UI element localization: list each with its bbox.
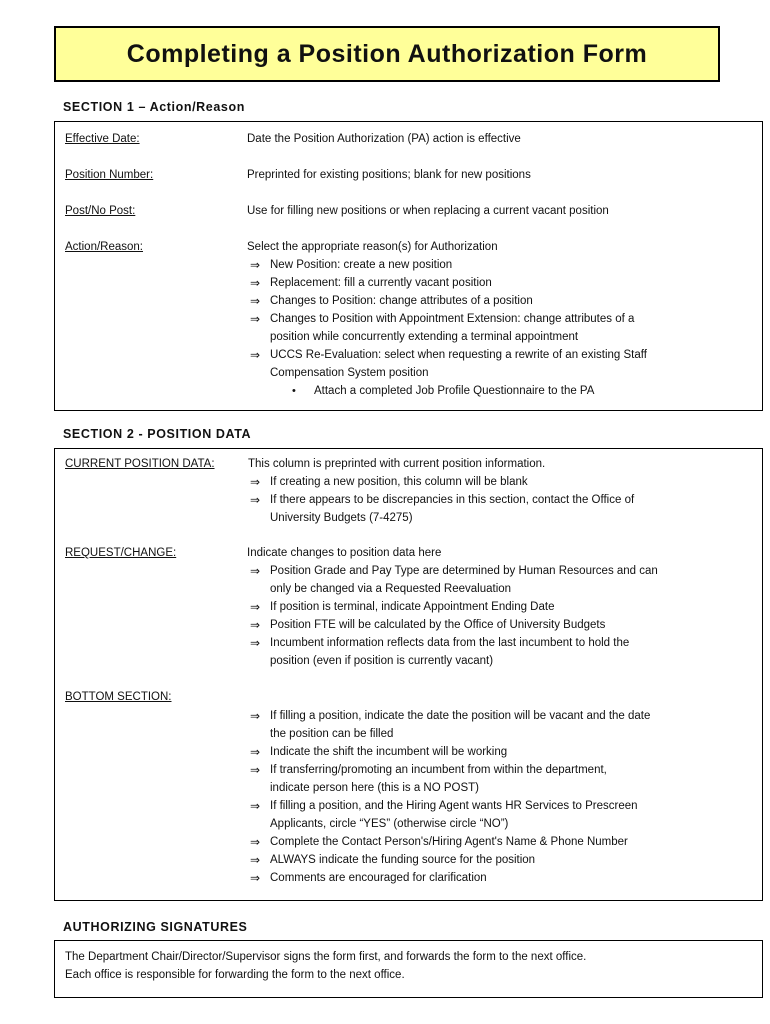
arrow-icon: ⇒ bbox=[249, 475, 261, 489]
section1-desc: Preprinted for existing positions; blank for new positions bbox=[247, 169, 531, 181]
request-item: Incumbent information reflects data from the last incumbent to hold the bbox=[270, 637, 630, 649]
arrow-icon: ⇒ bbox=[249, 709, 261, 723]
bottom-item: Comments are encouraged for clarification bbox=[270, 872, 487, 884]
bottom-item: Applicants, circle “YES” (otherwise circle “NO”) bbox=[270, 818, 509, 830]
bottom-item: ALWAYS indicate the funding source for the position bbox=[270, 854, 536, 866]
sub-bullet-item: Attach a completed Job Profile Questionnaire to the PA bbox=[314, 385, 595, 397]
bullet-icon: • bbox=[292, 385, 296, 397]
arrow-icon: ⇒ bbox=[249, 636, 261, 650]
signatures-line-2: Each office is responsible for forwarding the form to the next office. bbox=[65, 969, 405, 981]
arrow-icon: ⇒ bbox=[249, 564, 261, 578]
request-item: Position FTE will be calculated by the Office of University Budgets bbox=[270, 619, 606, 631]
section1-desc: Use for filling new positions or when replacing a current vacant position bbox=[247, 205, 609, 217]
bottom-item: If filling a position, and the Hiring Agent wants HR Services to Prescreen bbox=[270, 800, 638, 812]
arrow-icon: ⇒ bbox=[249, 745, 261, 759]
bottom-item: If transferring/promoting an incumbent from within the department, bbox=[270, 764, 607, 776]
page-title: Completing a Position Authorization Form bbox=[126, 39, 648, 68]
arrow-icon: ⇒ bbox=[249, 835, 261, 849]
arrow-icon: ⇒ bbox=[249, 348, 261, 362]
arrow-icon: ⇒ bbox=[249, 853, 261, 867]
section1-label: Position Number: bbox=[65, 169, 154, 181]
current-item: If creating a new position, this column will be blank bbox=[270, 476, 528, 488]
current-label: CURRENT POSITION DATA: bbox=[65, 458, 215, 470]
bottom-item: Indicate the shift the incumbent will be working bbox=[270, 746, 508, 758]
request-item: If position is terminal, indicate Appointment Ending Date bbox=[270, 601, 555, 613]
current-item: If there appears to be discrepancies in this section, contact the Office of bbox=[270, 494, 635, 506]
section1-label: Action/Reason: bbox=[65, 241, 143, 253]
signatures-heading: AUTHORIZING SIGNATURES bbox=[63, 920, 248, 934]
section2-heading: SECTION 2 - POSITION DATA bbox=[63, 427, 252, 441]
bottom-item: the position can be filled bbox=[270, 728, 394, 740]
arrow-icon: ⇒ bbox=[249, 618, 261, 632]
section1-box bbox=[54, 121, 763, 411]
arrow-icon: ⇒ bbox=[249, 276, 261, 290]
request-item: only be changed via a Requested Reevaluation bbox=[270, 583, 512, 595]
bottom-label: BOTTOM SECTION: bbox=[65, 691, 172, 703]
action-item: New Position: create a new position bbox=[270, 259, 453, 271]
section1-label: Post/No Post: bbox=[65, 205, 136, 217]
request-item: position (even if position is currently vacant) bbox=[270, 655, 494, 667]
action-item: position while concurrently extending a terminal appointment bbox=[270, 331, 579, 343]
request-item: Position Grade and Pay Type are determined by Human Resources and can bbox=[270, 565, 658, 577]
section2-box bbox=[54, 448, 763, 901]
section1-desc: Select the appropriate reason(s) for Authorization bbox=[247, 241, 498, 253]
signatures-box bbox=[54, 940, 763, 998]
arrow-icon: ⇒ bbox=[249, 312, 261, 326]
arrow-icon: ⇒ bbox=[249, 294, 261, 308]
action-item: Changes to Position: change attributes of a position bbox=[270, 295, 533, 307]
arrow-icon: ⇒ bbox=[249, 799, 261, 813]
current-item: University Budgets (7-4275) bbox=[270, 512, 413, 524]
signatures-line-1: The Department Chair/Director/Supervisor signs the form first, and forwards the form to the next office. bbox=[65, 951, 587, 963]
current-desc: This column is preprinted with current position information. bbox=[248, 458, 546, 470]
action-item: Replacement: fill a currently vacant position bbox=[270, 277, 492, 289]
arrow-icon: ⇒ bbox=[249, 600, 261, 614]
arrow-icon: ⇒ bbox=[249, 871, 261, 885]
bottom-item: indicate person here (this is a NO POST) bbox=[270, 782, 479, 794]
section1-heading: SECTION 1 – Action/Reason bbox=[63, 100, 245, 114]
bottom-item: Complete the Contact Person's/Hiring Agent's Name & Phone Number bbox=[270, 836, 628, 848]
bottom-item: If filling a position, indicate the date the position will be vacant and the date bbox=[270, 710, 651, 722]
request-label: REQUEST/CHANGE: bbox=[65, 547, 177, 559]
section1-label: Effective Date: bbox=[65, 133, 140, 145]
arrow-icon: ⇒ bbox=[249, 763, 261, 777]
action-item: Changes to Position with Appointment Extension: change attributes of a bbox=[270, 313, 635, 325]
title-banner bbox=[54, 26, 720, 82]
request-desc: Indicate changes to position data here bbox=[247, 547, 442, 559]
action-item: Compensation System position bbox=[270, 367, 429, 379]
arrow-icon: ⇒ bbox=[249, 493, 261, 507]
arrow-icon: ⇒ bbox=[249, 258, 261, 272]
action-item: UCCS Re-Evaluation: select when requesting a rewrite of an existing Staff bbox=[270, 349, 647, 361]
section1-desc: Date the Position Authorization (PA) action is effective bbox=[247, 133, 521, 145]
